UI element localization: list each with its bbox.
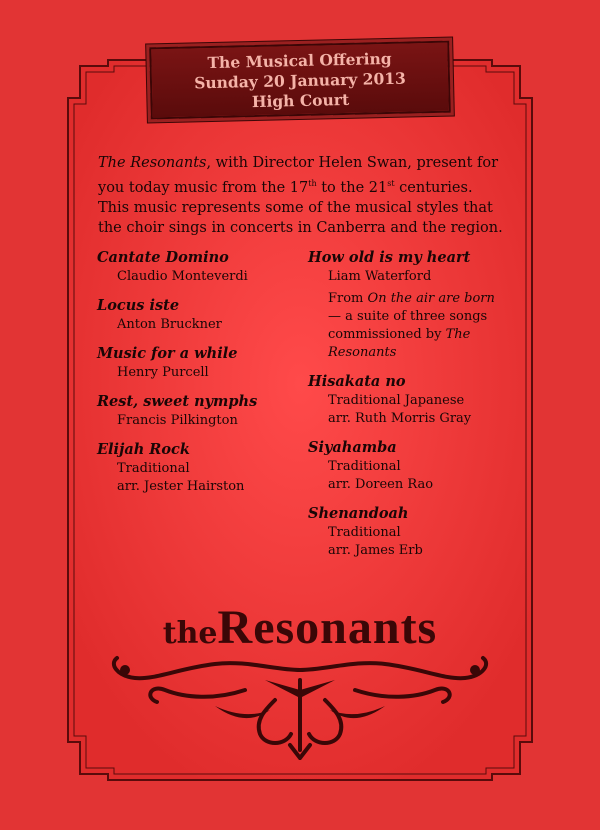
composer: Traditional [328,459,401,474]
piece-title: Hisakata no [308,373,406,390]
arranger: arr. Ruth Morris Gray [328,411,472,426]
intro-sup-2: st [387,178,395,188]
piece-title: Music for a while [97,345,238,362]
piece-title: Cantate Domino [97,249,229,266]
note-work-title: On the air are born [367,291,495,306]
composer: Henry Purcell [117,365,209,380]
composer: Claudio Monteverdi [117,269,248,284]
arranger: arr. Jester Hairston [117,479,245,494]
intro-text-2: to the 21 [316,179,388,196]
program-item [97,440,297,496]
logo-the: the [162,616,218,651]
arranger: arr. James Erb [328,543,423,558]
composer: Traditional [117,461,190,476]
program-item [97,296,297,334]
note-choir-name: The Resonants [328,327,471,360]
composer: Traditional Japanese [328,393,465,408]
choir-name: The Resonants [98,155,207,171]
piece-title: Rest, sweet nymphs [97,393,258,410]
piece-note [328,290,508,362]
banner-title: The Musical Offering [207,48,392,73]
piece-title: Shenandoah [308,505,409,522]
note-middle: — a suite of three songs commissioned by [328,309,488,342]
banner-date: Sunday 20 January 2013 [193,68,407,93]
composer: Francis Pilkington [117,413,238,428]
program-item [97,392,297,430]
program-item [97,248,297,286]
intro-sup-1: th [308,178,317,188]
program-left-column [97,248,297,506]
program-item [308,248,508,362]
program-item [308,438,508,494]
composer: Anton Bruckner [117,317,222,332]
piece-title: Elijah Rock [97,441,190,458]
scroll-ornament [95,650,505,760]
intro-paragraph [98,153,508,239]
program-item [97,344,297,382]
logo-name: Resonants [217,601,438,654]
program-right-column [308,248,508,570]
program-item [308,504,508,560]
program-item [308,372,508,428]
piece-title: Siyahamba [308,439,397,456]
piece-title: Locus iste [97,297,180,314]
event-banner [149,41,451,120]
composer: Traditional [328,525,401,540]
intro-text-3: centuries. This music represents some of the musical styles that the choir sings in concerts in Canberra and the region. [98,179,503,237]
note-prefix: From [328,291,368,306]
intro-text-1: , with Director Helen Swan, present for you today music from the 17 [98,155,499,196]
arranger: arr. Doreen Rao [328,477,434,492]
banner-venue: High Court [251,89,350,112]
piece-title: How old is my heart [308,249,471,266]
composer: Liam Waterford [328,269,432,284]
